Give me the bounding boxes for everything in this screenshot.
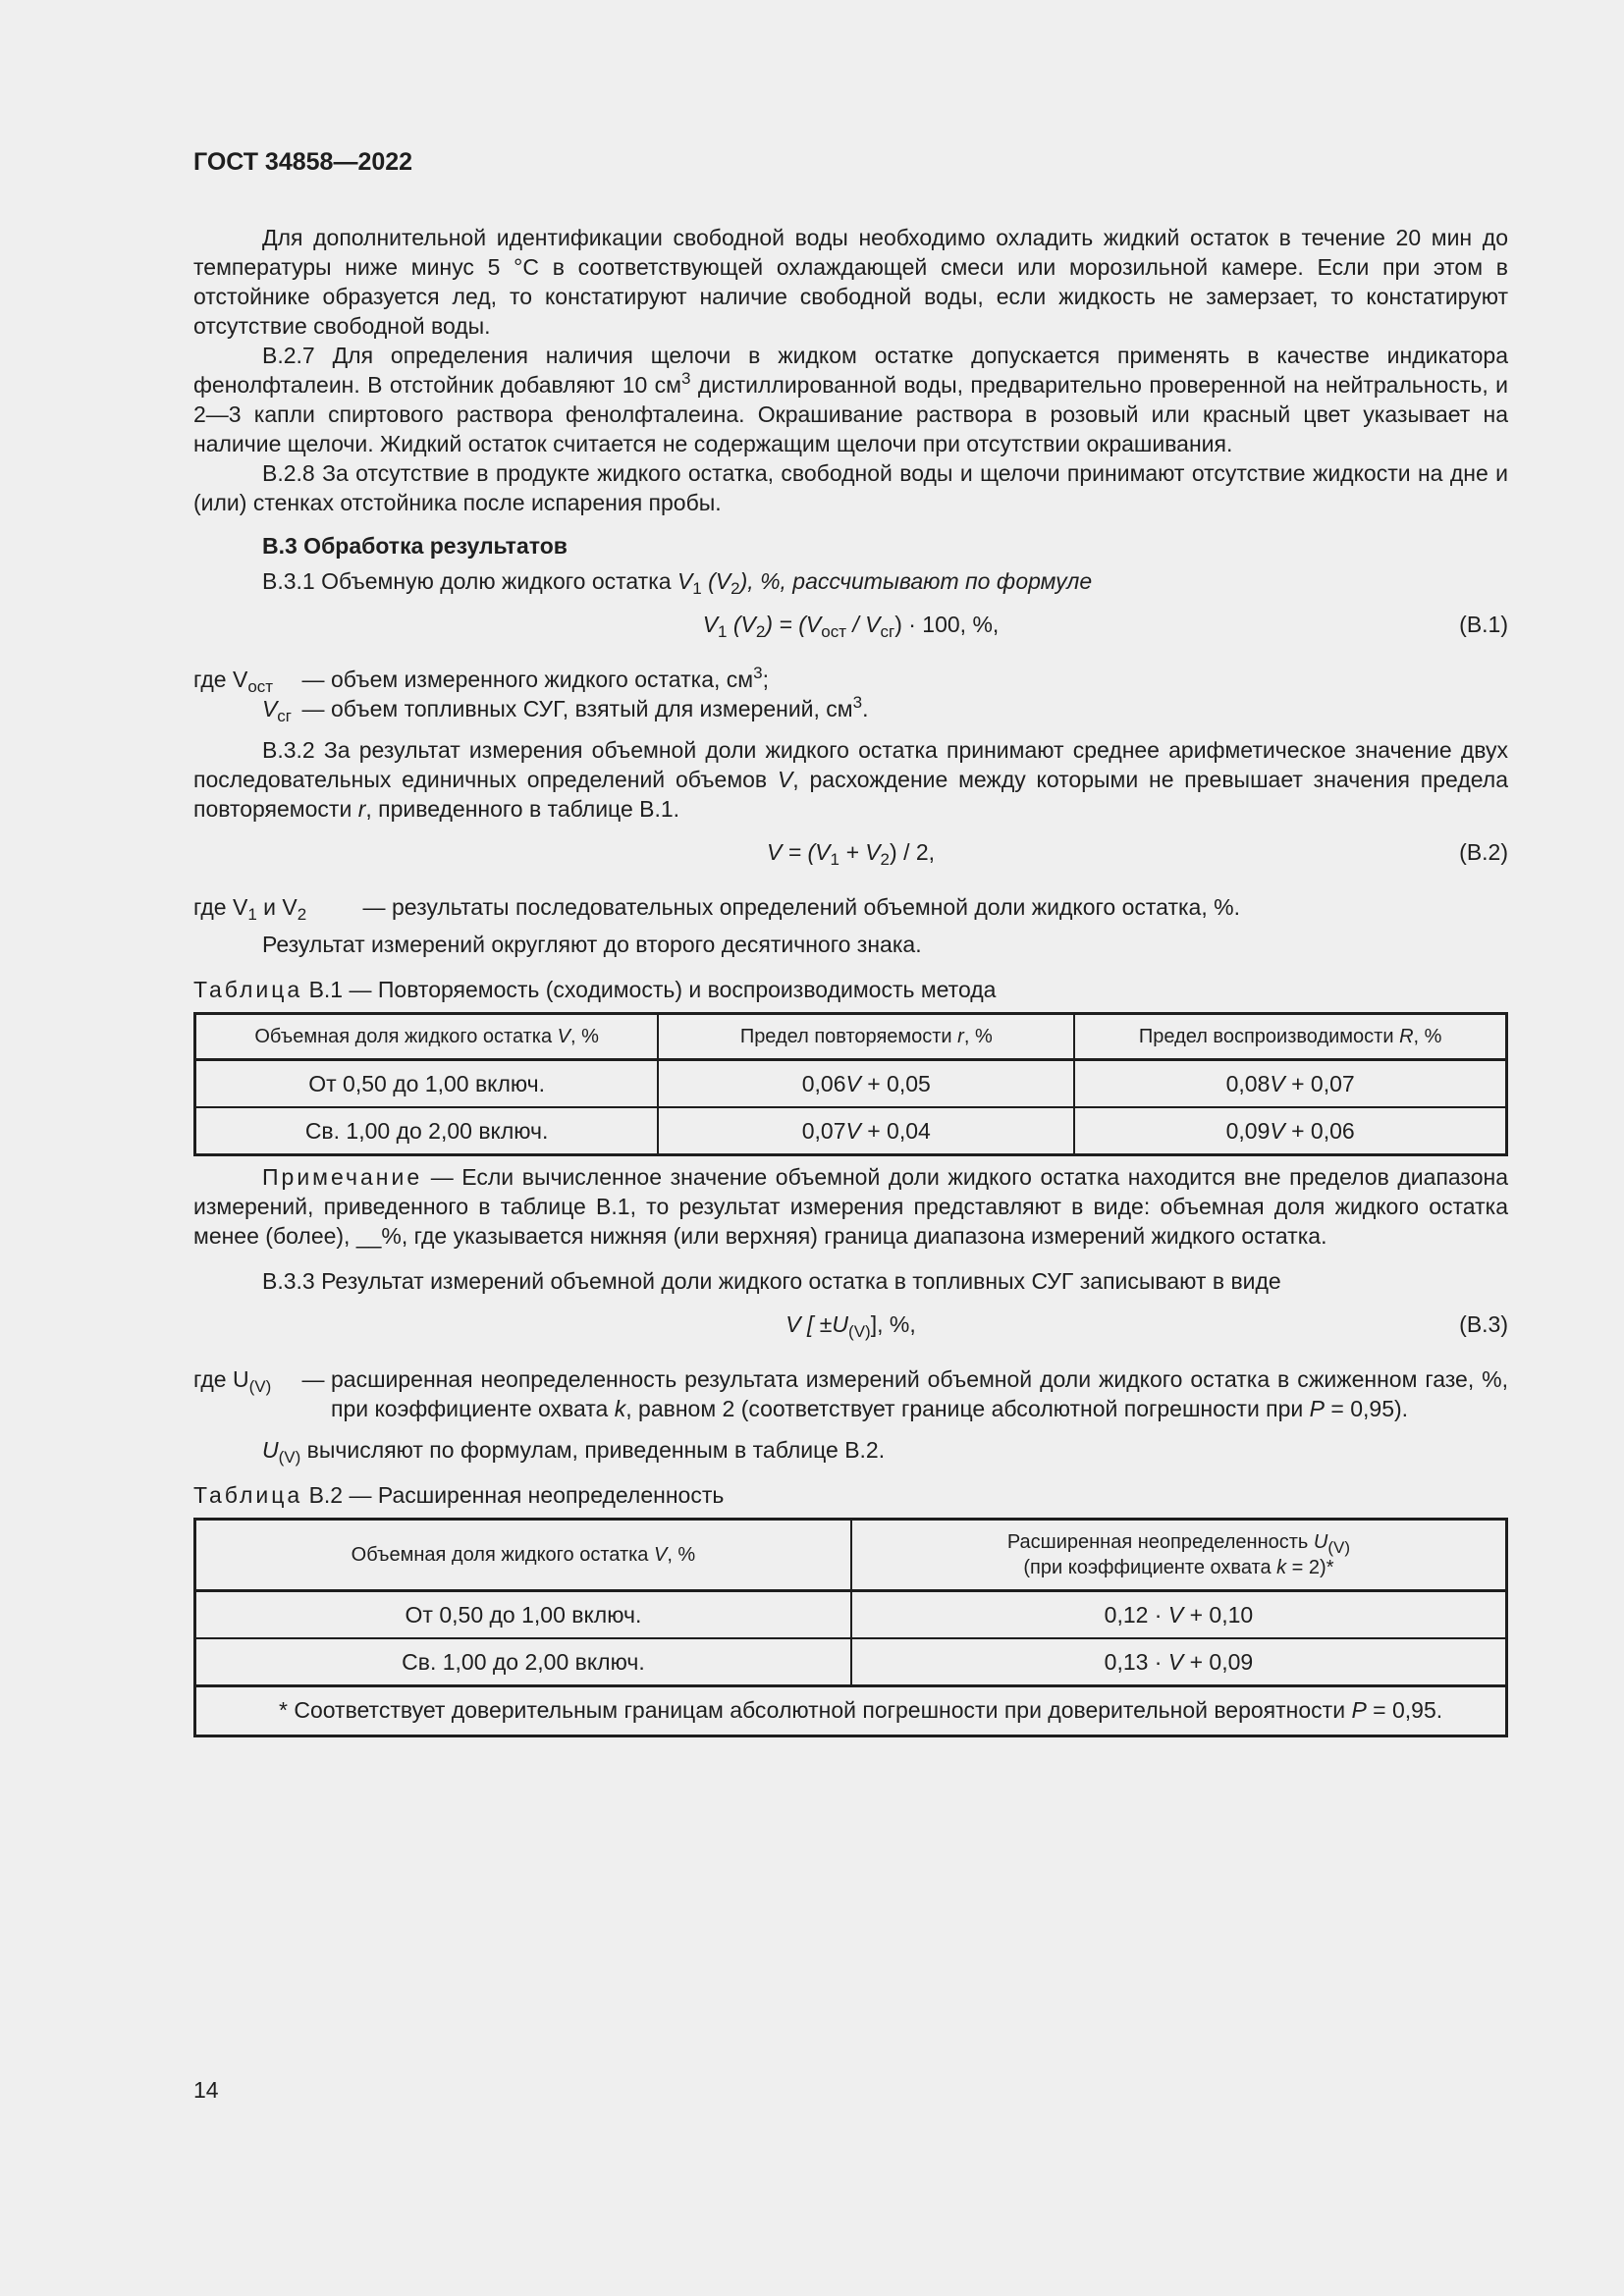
table-b1 [193,1012,1508,1156]
where1-def-ost [331,665,1508,694]
t2h2a: Расширенная неопределенность [1006,1531,1314,1553]
t1r1c3b: + 0,06 [1284,1118,1355,1144]
b32-r: r [357,796,366,822]
paragraph-rounding: Результат измерений округляют до второго десятичного знака. [262,932,922,957]
formula-b1-expression [193,610,1508,639]
t1r1c2v: V [845,1118,861,1144]
section-title: В.3 Обработка результатов [262,533,568,559]
paragraph-calc [193,1435,1508,1465]
b31-v2: (V [701,568,731,594]
note-label: Примечание [262,1164,423,1190]
b27-sup: 3 [680,369,691,388]
t1-cell-range: Св. 1,00 до 2,00 включ. [195,1107,659,1155]
t1h0a: Объемная доля жидкого остатка [254,1026,558,1047]
formula-b2-number: (В.2) [1459,839,1508,865]
w4-k: k [614,1396,626,1421]
f3-sub: (V) [848,1322,871,1341]
table1-header-row [195,1014,1507,1060]
f2-c: ) / 2, [890,839,936,865]
t2-cell-range: Св. 1,00 до 2,00 включ. [195,1638,851,1686]
w2-lead: V [261,696,278,721]
t1h2i: R [1399,1026,1414,1047]
t1h1b: , % [963,1026,993,1047]
b31-tail: ), %, рассчитывают по формуле [739,568,1093,594]
document-header: ГОСТ 34858—2022 [193,148,413,176]
where-list-1 [193,665,1508,723]
t1r0c2v: V [845,1071,861,1096]
t2-foot-p: P [1351,1697,1367,1723]
t1-cell-range: От 0,50 до 1,00 включ. [195,1060,659,1108]
b31-sub2: 2 [731,579,740,598]
t1h2b: , % [1413,1026,1442,1047]
t1-header-volume [195,1014,659,1060]
t1r1c3v: V [1270,1118,1285,1144]
w4-a: расширенная неопределенность результата измерений объемной доли жидкого остатка в сжиженном газе, %, при коэффициенте охвата [331,1366,1508,1421]
t1-cell-r [658,1107,1074,1155]
t2-header-uncertainty [851,1520,1507,1591]
f1-tail: ) · 100, %, [894,612,1000,637]
paragraph-b31 [193,566,1508,596]
f2-a: V = (V [766,839,831,865]
w1-def: объем измеренного жидкого остатка, см [331,667,754,692]
f1-sg: сг [880,622,895,641]
t1r1c2a: 0,07 [801,1118,846,1144]
w4-b: , равном 2 (соответствует границе абсолютной погрешности при [625,1396,1310,1421]
w2-end: . [862,696,869,721]
t1-label: Таблица [193,977,303,1002]
where3-symbol [193,1364,296,1423]
t2r1a: 0,13 · [1104,1649,1168,1675]
f2-s1: 1 [830,850,839,869]
t1-cell-R [1074,1060,1506,1108]
calc-sub: (V) [278,1448,301,1467]
b32-b: , расхождение между которыми не превышает значения предела повторяемости [193,767,1508,822]
t1r0c3b: + 0,07 [1284,1071,1355,1096]
w3-s2: 2 [297,905,307,924]
table-row [195,1107,1507,1155]
w1-sup: 3 [753,664,763,682]
w2-def: объем топливных СУГ, взятый для измерений, см [331,696,853,721]
formula-b3-number: (В.3) [1459,1311,1508,1337]
b31-sub1: 1 [692,579,702,598]
note-dash: — [422,1164,462,1190]
t1-header-reproducibility [1074,1014,1506,1060]
w3-s1: 1 [247,905,257,924]
t2r0b: + 0,10 [1183,1602,1254,1628]
t2-cell-range: От 0,50 до 1,00 включ. [195,1591,851,1639]
paragraph-b28: В.2.8 За отсутствие в продукте жидкого остатка, свободной воды и щелочи принимают отсутствие жидкости на дне и (или) стенках отстойника после испарения пробы. [193,460,1508,515]
t2h2k: k [1276,1557,1287,1578]
t2r0v: V [1167,1602,1184,1628]
page-content [193,223,1508,1737]
t1h1a: Предел повторяемости [739,1026,958,1047]
t2h2l2b: = 2)* [1286,1557,1334,1578]
table2-footnote-row [195,1686,1507,1736]
w2-sub: сг [277,707,292,725]
t2-foot-a: * Соответствует доверительным границам абсолютной погрешности при доверительной вероятности [279,1697,1352,1723]
calc-text: вычисляют по формулам, приведенным в таблице В.2. [300,1437,886,1463]
where1-symbol-sg [193,694,296,723]
t1h0b: , % [570,1026,599,1047]
where2-dash: — [362,894,386,920]
t2r1b: + 0,09 [1183,1649,1254,1675]
where-list-3 [193,1364,1508,1423]
paragraph-b33: В.3.3 Результат измерений объемной доли жидкого остатка в топливных СУГ записывают в виде [262,1268,1281,1294]
paragraph-free-water: Для дополнительной идентификации свободной воды необходимо охладить жидкий остаток в течение 20 мин до температуры ниже минус 5 °С в соответствующей охлаждающей смеси или морозильной камере. Если при этом в отстойнике образуется лед, то констатируют наличие свободной воды, если жидкость не замерзает, то констатируют отсутствие свободной воды. [193,225,1508,339]
note-text: Если вычисленное значение объемной доли жидкого остатка находится вне пределов диапазона измерений, приведенного в таблице В.1, то результат измерения представляют в виде: объемная доля жидкого остатка менее (более), __%, где указывается нижняя (или верхняя) граница диапазона измерений жидкого остатка. [193,1164,1509,1249]
f2-b: + V [839,839,881,865]
table2-caption [193,1480,1508,1510]
w3-and: и V [256,894,298,920]
b27-text-b: дистиллированной воды, предварительно проверенной на нейтральность, и 2—3 капли спиртового раствора фенолфталеина. Окрашивание раствора в розовый или красный цвет указывает на наличие щелочи. Жидкий остаток считается не содержащим щелочи при отсутствии окрашивания. [193,372,1508,456]
formula-b2 [193,837,1508,871]
t1-cell-R [1074,1107,1506,1155]
t1-header-repeatability [658,1014,1074,1060]
f1-v1: V [702,612,719,637]
t1-title: В.1 — Повторяемость (сходимость) и воспроизводимость метода [302,977,997,1002]
w4-sub: (V) [248,1377,272,1396]
w2-sup: 3 [852,693,863,712]
where1-dash: — [301,667,325,692]
table-row [195,1638,1507,1686]
table2-header-row [195,1520,1507,1591]
t2h2sub: (V) [1327,1538,1351,1557]
t2h1b: , % [667,1544,696,1566]
w3-lead: где V [193,894,248,920]
calc-u: U [262,1437,279,1463]
formula-b2-expression [193,837,1508,867]
w4-p: P [1309,1396,1326,1421]
table-b2 [193,1518,1508,1737]
b31-v: V [677,568,693,594]
t2-title: В.2 — Расширенная неопределенность [302,1482,725,1508]
t1h0i: V [557,1026,570,1047]
f2-s2: 2 [880,850,891,869]
t1r0c2a: 0,06 [801,1071,846,1096]
t2-foot-b: = 0,95. [1366,1697,1443,1723]
where1-dash-2: — [301,696,325,721]
w1-sub: ост [247,677,274,696]
t2-header-volume [195,1520,851,1591]
w1-lead: где V [193,667,248,692]
t2r0a: 0,12 · [1104,1602,1168,1628]
t1-cell-r [658,1060,1074,1108]
w4-lead: где U [193,1366,249,1392]
t1r0c3a: 0,08 [1225,1071,1271,1096]
t2-label: Таблица [193,1482,303,1508]
formula-b3-expression [193,1309,1508,1339]
t1r1c3a: 0,09 [1225,1118,1271,1144]
where1-symbol-ost [193,665,296,694]
b31-text: В.3.1 Объемную долю жидкого остатка [262,568,677,594]
f1-v2: (V [727,612,756,637]
formula-b3 [193,1309,1508,1343]
t2h2l2a: (при коэффициенте охвата [1023,1557,1277,1578]
t2-cell-u [851,1638,1507,1686]
where1-def-sg [331,694,1508,723]
t1r0c3v: V [1270,1071,1285,1096]
t1h2a: Предел воспроизводимости [1138,1026,1400,1047]
table-row [195,1591,1507,1639]
table-row [195,1060,1507,1108]
b32-c: , приведенного в таблице В.1. [365,796,680,822]
w1-end: ; [762,667,769,692]
t1r0c2b: + 0,05 [860,1071,931,1096]
table1-note [193,1162,1508,1251]
b32-v: V [777,767,793,792]
where3-dash: — [301,1366,325,1392]
t2h1a: Объемная доля жидкого остатка [351,1544,654,1566]
t1r1c2b: + 0,04 [860,1118,931,1144]
where2-symbol [193,892,356,922]
table1-caption [193,975,1508,1004]
f1-vost: ) = (V [765,612,822,637]
paragraph-b27 [193,341,1508,458]
w4-c: = 0,95). [1325,1396,1409,1421]
paragraph-b32 [193,735,1508,824]
formula-b1-number: (В.1) [1459,612,1508,637]
t2h1i: V [653,1544,668,1566]
t2-footnote [195,1686,1507,1736]
b27-text-a: В.2.7 Для определения наличия щелочи в жидком остатке допускается применять в качестве индикатора фенолфталеин. В отстойник добавляют 10 см [193,343,1508,398]
t2h2u: U [1313,1531,1328,1553]
page-number: 14 [193,2077,219,2103]
f3-b: ], %, [870,1311,916,1337]
formula-b1 [193,610,1508,643]
f1-vsg: / V [845,612,881,637]
t1h1i: r [957,1026,964,1047]
t2r1v: V [1167,1649,1184,1675]
f1-ost: ост [821,622,846,641]
b32-a: В.3.2 За результат измерения объемной доли жидкого остатка принимают среднее арифметическое значение двух последовательных единичных определений объемов [193,737,1508,792]
f1-s2: 2 [755,622,766,641]
t2-cell-u [851,1591,1507,1639]
f3-a: V [ ±U [785,1311,849,1337]
f1-s1: 1 [718,622,728,641]
where-list-2 [193,892,1508,922]
where2-def: результаты последовательных определений объемной доли жидкого остатка, %. [392,894,1240,920]
where3-def [331,1364,1508,1423]
